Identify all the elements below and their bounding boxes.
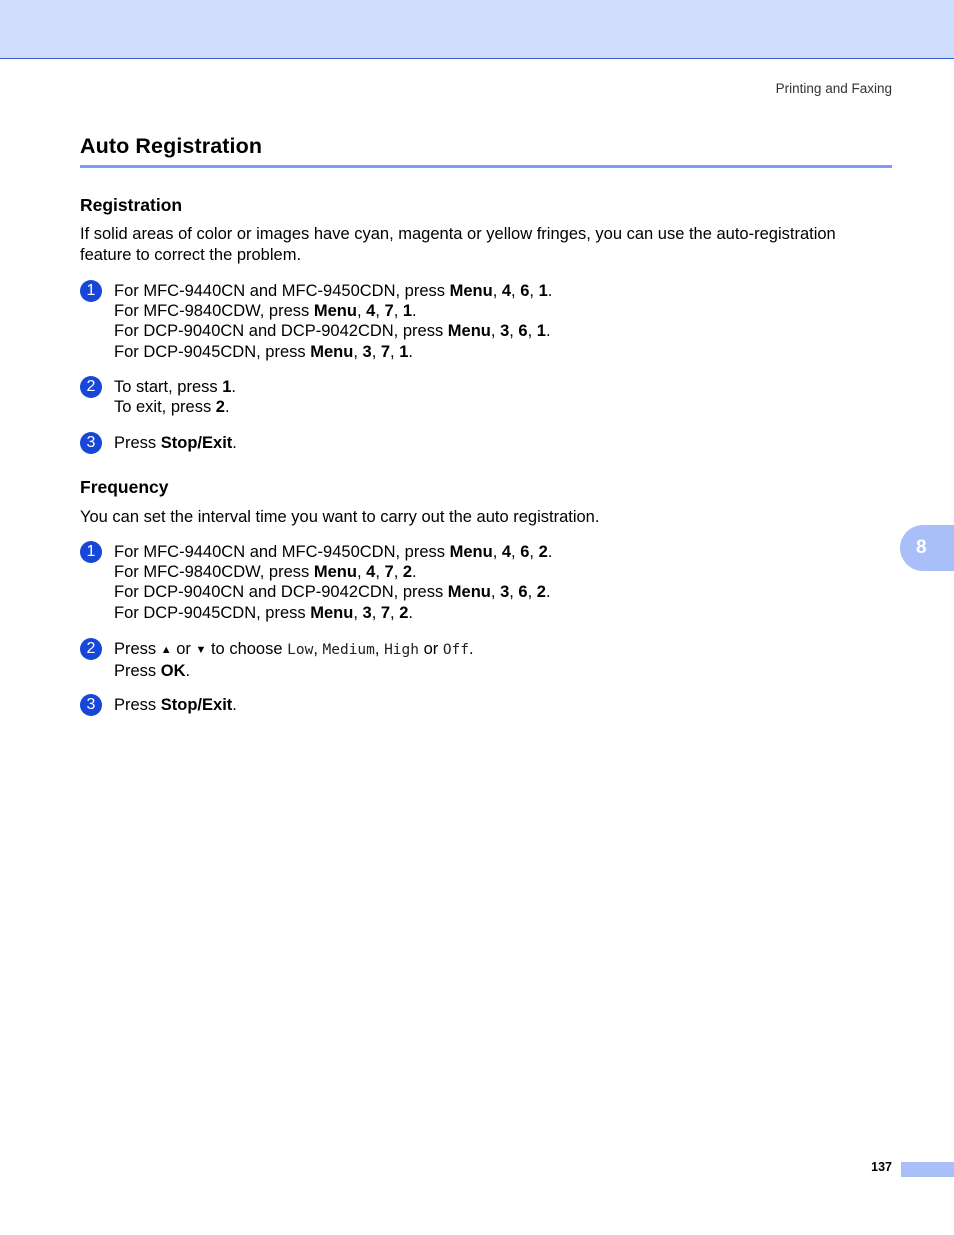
instruction-line: For MFC-9840CDW, press Menu, 4, 7, 2. [114,563,417,582]
instruction-line: Press Stop/Exit. [114,696,237,714]
step-number-badge: 2 [80,376,102,398]
section-title-rule [80,165,892,168]
step-number-badge: 3 [80,694,102,716]
option-medium: Medium [322,642,375,658]
instruction-line: For DCP-9045CDN, press Menu, 3, 7, 1. [114,342,413,361]
step-number-badge: 2 [80,638,102,660]
instruction-line: Press OK. [114,662,191,681]
top-header-band [0,0,954,59]
frequency-step-1-text [114,542,552,623]
registration-step-3-text [114,433,237,453]
instruction-line: For DCP-9040CN and DCP-9042CDN, press Menu, 3, 6, 1. [114,322,551,341]
step-number-badge: 1 [80,541,102,563]
registration-heading: Registration [80,195,183,215]
up-arrow-icon: ▲ [160,644,172,656]
frequency-step-3-text [114,695,237,715]
instruction-line: For DCP-9040CN and DCP-9042CDN, press Menu, 3, 6, 2. [114,583,551,602]
instruction-line: For MFC-9440CN and MFC-9450CDN, press Menu, 4, 6, 1. [114,282,553,300]
registration-intro [80,224,892,266]
page-number: 137 [871,1160,892,1174]
down-arrow-icon: ▼ [195,644,207,656]
step-number-badge: 1 [80,280,102,302]
registration-intro-line-1: If solid areas of color or images have cyan, magenta or yellow fringes, you can use the auto-registration [80,225,836,243]
instruction-line: To exit, press 2. [114,398,230,417]
frequency-step-2-text [114,639,474,681]
option-high: High [384,642,419,658]
instruction-line: Press ▲ or ▼ to choose Low, Medium, High or Off. [114,639,474,661]
option-off: Off [442,642,470,658]
instruction-line: Press Stop/Exit. [114,434,237,452]
registration-step-2-text [114,377,236,417]
frequency-heading: Frequency [80,477,169,497]
registration-intro-line-2: feature to correct the problem. [80,246,302,264]
instruction-line: For MFC-9440CN and MFC-9450CDN, press Menu, 4, 6, 2. [114,543,553,561]
running-header: Printing and Faxing [775,81,892,96]
frequency-intro: You can set the interval time you want to carry out the auto registration. [80,508,600,526]
instruction-line: For MFC-9840CDW, press Menu, 4, 7, 1. [114,302,417,321]
registration-step-1-text [114,281,552,362]
step-number-badge: 3 [80,432,102,454]
option-low: Low [287,642,314,658]
section-title: Auto Registration [80,134,263,158]
instruction-line: To start, press 1. [114,378,236,396]
instruction-line: For DCP-9045CDN, press Menu, 3, 7, 2. [114,603,413,622]
chapter-tab: 8 [900,525,954,571]
page-number-bar [901,1162,954,1177]
